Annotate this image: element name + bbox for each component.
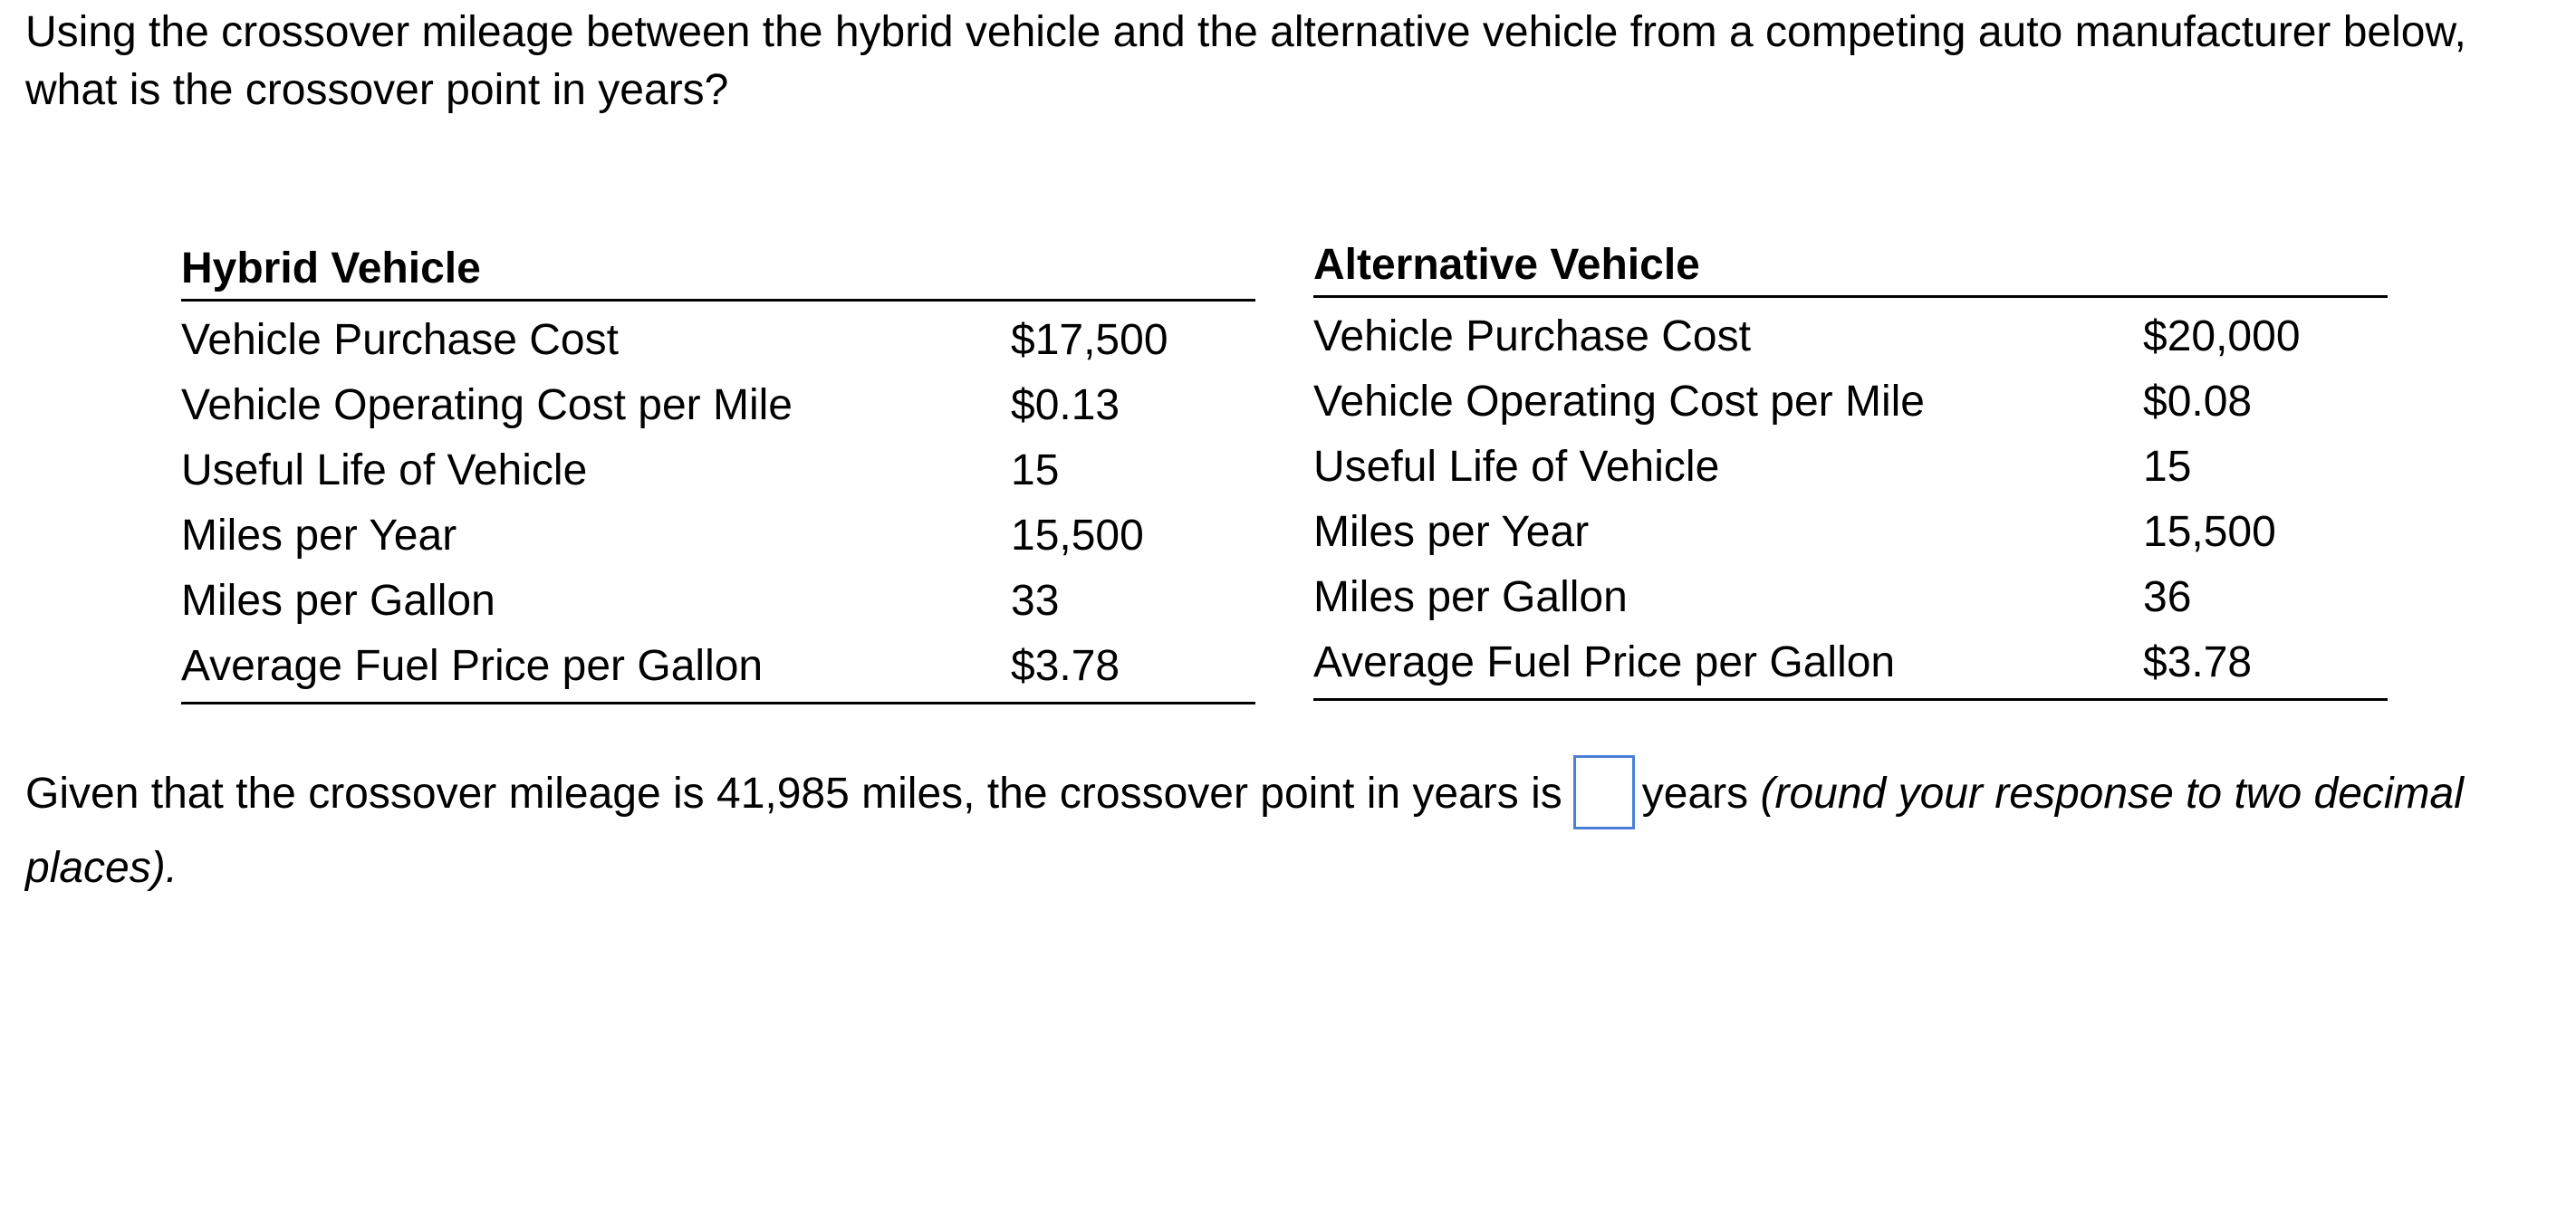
row-label: Vehicle Purchase Cost [181, 315, 619, 364]
row-value: $17,500 [1011, 315, 1168, 364]
row-label: Miles per Gallon [181, 576, 495, 625]
row-value: $20,000 [2143, 311, 2301, 360]
rounding-instruction: (round your response to two decimal places) [25, 770, 2464, 893]
row-label: Vehicle Operating Cost per Mile [1313, 377, 1925, 426]
row-label: Vehicle Operating Cost per Mile [181, 380, 793, 429]
row-label: Useful Life of Vehicle [1313, 442, 1720, 491]
hybrid-vehicle-table [181, 225, 1255, 704]
row-value: 15 [2143, 442, 2192, 491]
row-label: Miles per Year [181, 511, 457, 560]
table-header-row [181, 225, 1255, 301]
row-label: Average Fuel Price per Gallon [181, 633, 1011, 704]
answer-prefix: Given that the crossover mileage is 41,985 miles, the crossover point in years is [25, 770, 1562, 818]
alternative-vehicle-title: Alternative Vehicle [1313, 221, 2388, 297]
table-header-row [1313, 221, 2388, 297]
row-value: 15,500 [2143, 507, 2276, 556]
table-row [1313, 297, 2388, 369]
row-value: $0.13 [1011, 380, 1120, 429]
table-row [1313, 499, 2388, 564]
row-label: Miles per Gallon [1313, 572, 1628, 621]
question-text: Using the crossover mileage between the hybrid vehicle and the alternative vehicle from a competing auto manufacturer below, what is the crossover point in years? [25, 8, 2466, 114]
row-value: $3.78 [1011, 633, 1255, 704]
table-row [181, 503, 1255, 568]
crossover-years-input[interactable] [1573, 755, 1635, 829]
row-value: $0.08 [2143, 377, 2253, 426]
row-value: 15,500 [1011, 511, 1144, 560]
hybrid-vehicle-title: Hybrid Vehicle [181, 225, 1255, 301]
answer-unit: years [1641, 770, 1749, 818]
table-row [181, 301, 1255, 373]
table-row [181, 568, 1255, 633]
table-row [181, 633, 1255, 704]
table-row [1313, 564, 2388, 629]
answer-sentence [25, 759, 2552, 904]
row-label: Average Fuel Price per Gallon [1313, 629, 2143, 700]
row-value: 15 [1011, 446, 1060, 494]
table-row [1313, 369, 2388, 434]
table-row [181, 372, 1255, 437]
table-row [1313, 629, 2388, 700]
row-value: $3.78 [2143, 629, 2388, 700]
row-value: 36 [2143, 572, 2192, 621]
row-label: Useful Life of Vehicle [181, 446, 588, 494]
table-row [181, 437, 1255, 503]
row-value: 33 [1011, 576, 1060, 625]
table-row [1313, 434, 2388, 499]
answer-suffix: . [165, 844, 178, 893]
row-label: Miles per Year [1313, 507, 1590, 556]
alternative-vehicle-table [1313, 221, 2388, 701]
row-label: Vehicle Purchase Cost [1313, 311, 1751, 360]
